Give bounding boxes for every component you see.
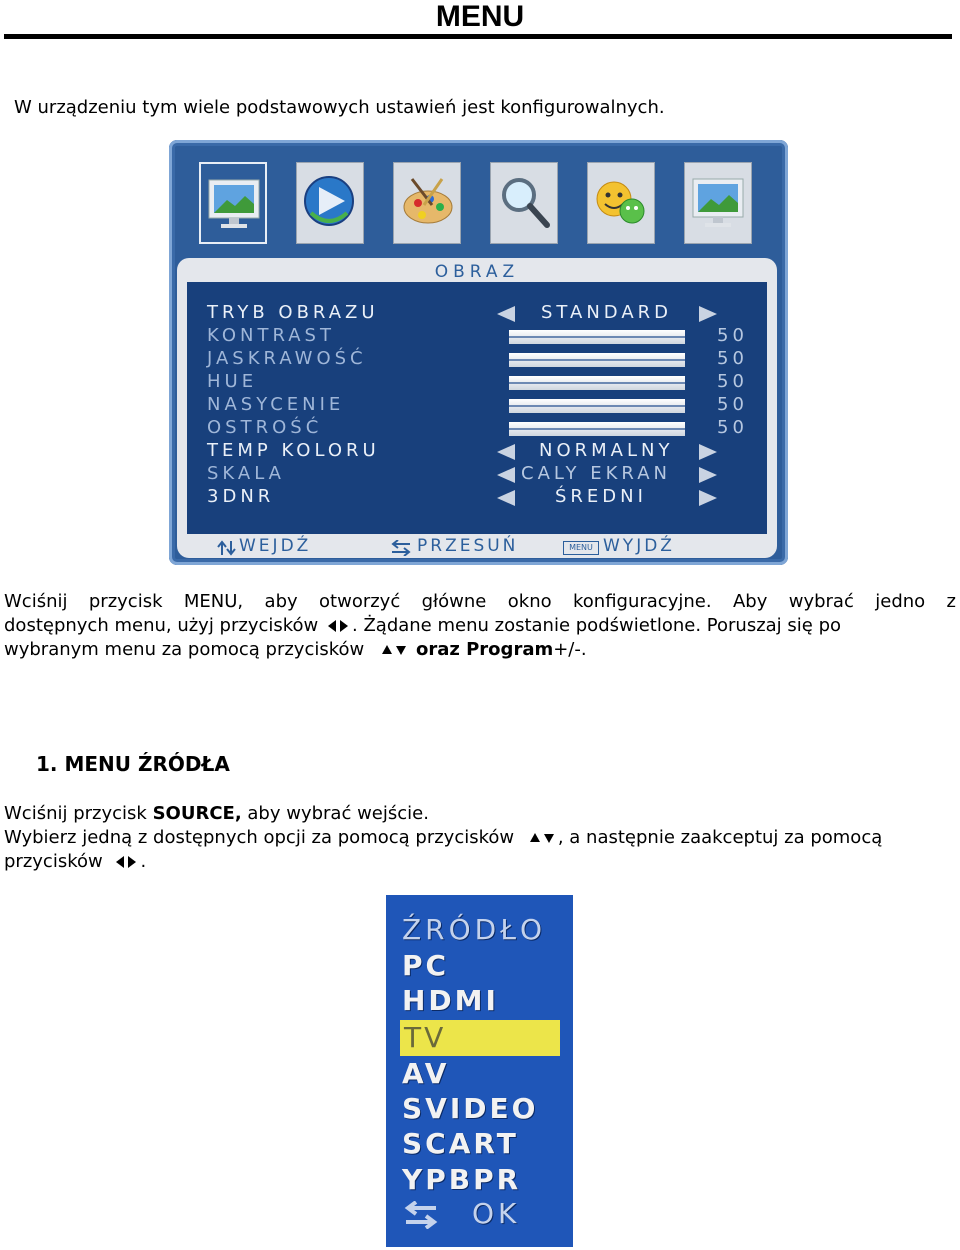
para2-line1 xyxy=(4,802,429,826)
right-arrow-icon[interactable] xyxy=(699,444,717,460)
tab-colour[interactable] xyxy=(393,162,461,244)
para2-line3 xyxy=(4,850,146,874)
intro-text: W urządzeniu tym wiele podstawowych ustawień jest konfigurowalnych. xyxy=(14,97,665,118)
source-menu-title: ŹRÓDŁO xyxy=(402,913,547,946)
obraz-panel xyxy=(177,258,777,558)
row-label-scale[interactable]: SKALA xyxy=(207,463,285,484)
left-right-arrows-icon xyxy=(391,540,411,556)
source-ok-label[interactable]: OK xyxy=(472,1197,521,1230)
3dnr-value: ŚREDNI xyxy=(555,486,647,507)
para2-line1-bold: SOURCE, xyxy=(152,803,242,824)
para2-line2 xyxy=(4,826,882,850)
para2-line3-start: przycisków xyxy=(4,851,103,872)
row-label-picture-mode[interactable]: TRYB OBRAZU xyxy=(207,302,379,323)
row-label-contrast[interactable]: KONTRAST xyxy=(207,325,335,346)
saturation-value: 50 xyxy=(717,394,748,415)
up-down-buttons-icon xyxy=(528,830,556,846)
para2-line2-start: Wybierz jedną z dostępnych opcji za pomocą przycisków xyxy=(4,827,515,848)
contrast-value: 50 xyxy=(717,325,748,346)
title-rule xyxy=(4,34,952,39)
source-item-pc[interactable]: PC xyxy=(402,949,450,982)
para1-line3 xyxy=(4,638,956,662)
left-arrow-icon[interactable] xyxy=(497,467,515,483)
para2-line3-end: . xyxy=(140,851,147,872)
up-down-arrows-icon xyxy=(217,540,237,556)
contrast-slider[interactable] xyxy=(509,330,685,344)
source-item-av[interactable]: AV xyxy=(402,1057,450,1090)
footer-exit: WYJDŹ xyxy=(603,536,675,556)
hue-slider[interactable] xyxy=(509,376,685,390)
right-arrow-icon[interactable] xyxy=(699,467,717,483)
left-arrow-icon[interactable] xyxy=(497,306,515,322)
para1-line2 xyxy=(4,614,956,638)
picture-mode-value: STANDARD xyxy=(541,302,673,323)
brightness-value: 50 xyxy=(717,348,748,369)
footer-move: PRZESUŃ xyxy=(417,536,519,556)
monitor-icon xyxy=(689,173,747,233)
para1-line3-bold: oraz Program xyxy=(415,639,554,660)
para1-line1: Wciśnij przycisk MENU, aby otworzyć główne okno konfiguracyjne. Aby wybrać jedno z xyxy=(4,591,956,612)
brightness-slider[interactable] xyxy=(509,353,685,367)
row-label-3dnr[interactable]: 3DNR xyxy=(207,486,275,507)
up-down-buttons-icon xyxy=(380,642,408,658)
picture-monitor-icon xyxy=(205,174,263,234)
left-right-buttons-icon xyxy=(324,618,352,634)
right-arrow-icon[interactable] xyxy=(699,490,717,506)
row-label-saturation[interactable]: NASYCENIE xyxy=(207,394,345,415)
para2-line1-end: aby wybrać wejście. xyxy=(247,803,429,824)
sharpness-slider[interactable] xyxy=(509,422,685,436)
magnifier-icon xyxy=(495,173,553,233)
scale-value: CALY EKRAN xyxy=(521,463,671,484)
source-item-hdmi[interactable]: HDMI xyxy=(402,984,499,1017)
left-right-arrows-icon xyxy=(404,1201,438,1229)
play-arrow-icon xyxy=(301,173,359,233)
panel-title: OBRAZ xyxy=(434,262,520,282)
page-title: MENU xyxy=(435,0,525,33)
row-label-hue[interactable]: HUE xyxy=(207,371,258,392)
osd-main-menu xyxy=(169,140,788,565)
source-item-tv[interactable]: TV xyxy=(400,1020,560,1056)
right-arrow-icon[interactable] xyxy=(699,306,717,322)
row-label-brightness[interactable]: JASKRAWOŚĆ xyxy=(207,348,367,369)
menu-key-icon: MENU xyxy=(563,541,599,555)
para1-line3-start: wybranym menu za pomocą przycisków xyxy=(4,639,365,660)
para1-line2-start: dostępnych menu, użyj przycisków xyxy=(4,615,319,636)
settings-list xyxy=(187,282,767,534)
tab-other[interactable] xyxy=(587,162,655,244)
palette-icon xyxy=(398,173,456,233)
section-heading: 1. MENU ŹRÓDŁA xyxy=(36,752,230,776)
source-menu xyxy=(386,895,573,1247)
tab-audio[interactable] xyxy=(296,162,364,244)
hue-value: 50 xyxy=(717,371,748,392)
para2-line2-end: , a następnie zaakceptuj za pomocą xyxy=(557,827,883,848)
tab-monitor[interactable] xyxy=(684,162,752,244)
para2-line1-start: Wciśnij przycisk xyxy=(4,803,147,824)
source-item-svideo[interactable]: SVIDEO xyxy=(402,1092,539,1125)
tab-search[interactable] xyxy=(490,162,558,244)
colour-temp-value: NORMALNY xyxy=(539,440,674,461)
para1-line2-end: . Żądane menu zostanie podświetlone. Poruszaj się po xyxy=(352,615,842,636)
sharpness-value: 50 xyxy=(717,417,748,438)
source-item-scart[interactable]: SCART xyxy=(402,1127,519,1160)
smiley-faces-icon xyxy=(592,173,650,233)
source-item-ypbpr[interactable]: YPBPR xyxy=(402,1163,522,1196)
row-label-sharpness[interactable]: OSTROŚĆ xyxy=(207,417,323,438)
footer-enter: WEJDŹ xyxy=(239,536,312,556)
left-arrow-icon[interactable] xyxy=(497,490,515,506)
tab-picture[interactable] xyxy=(199,162,267,244)
left-arrow-icon[interactable] xyxy=(497,444,515,460)
para1-line3-end: +/-. xyxy=(553,639,587,660)
row-label-colour-temp[interactable]: TEMP KOLORU xyxy=(207,440,380,461)
left-right-buttons-icon xyxy=(112,854,140,870)
saturation-slider[interactable] xyxy=(509,399,685,413)
